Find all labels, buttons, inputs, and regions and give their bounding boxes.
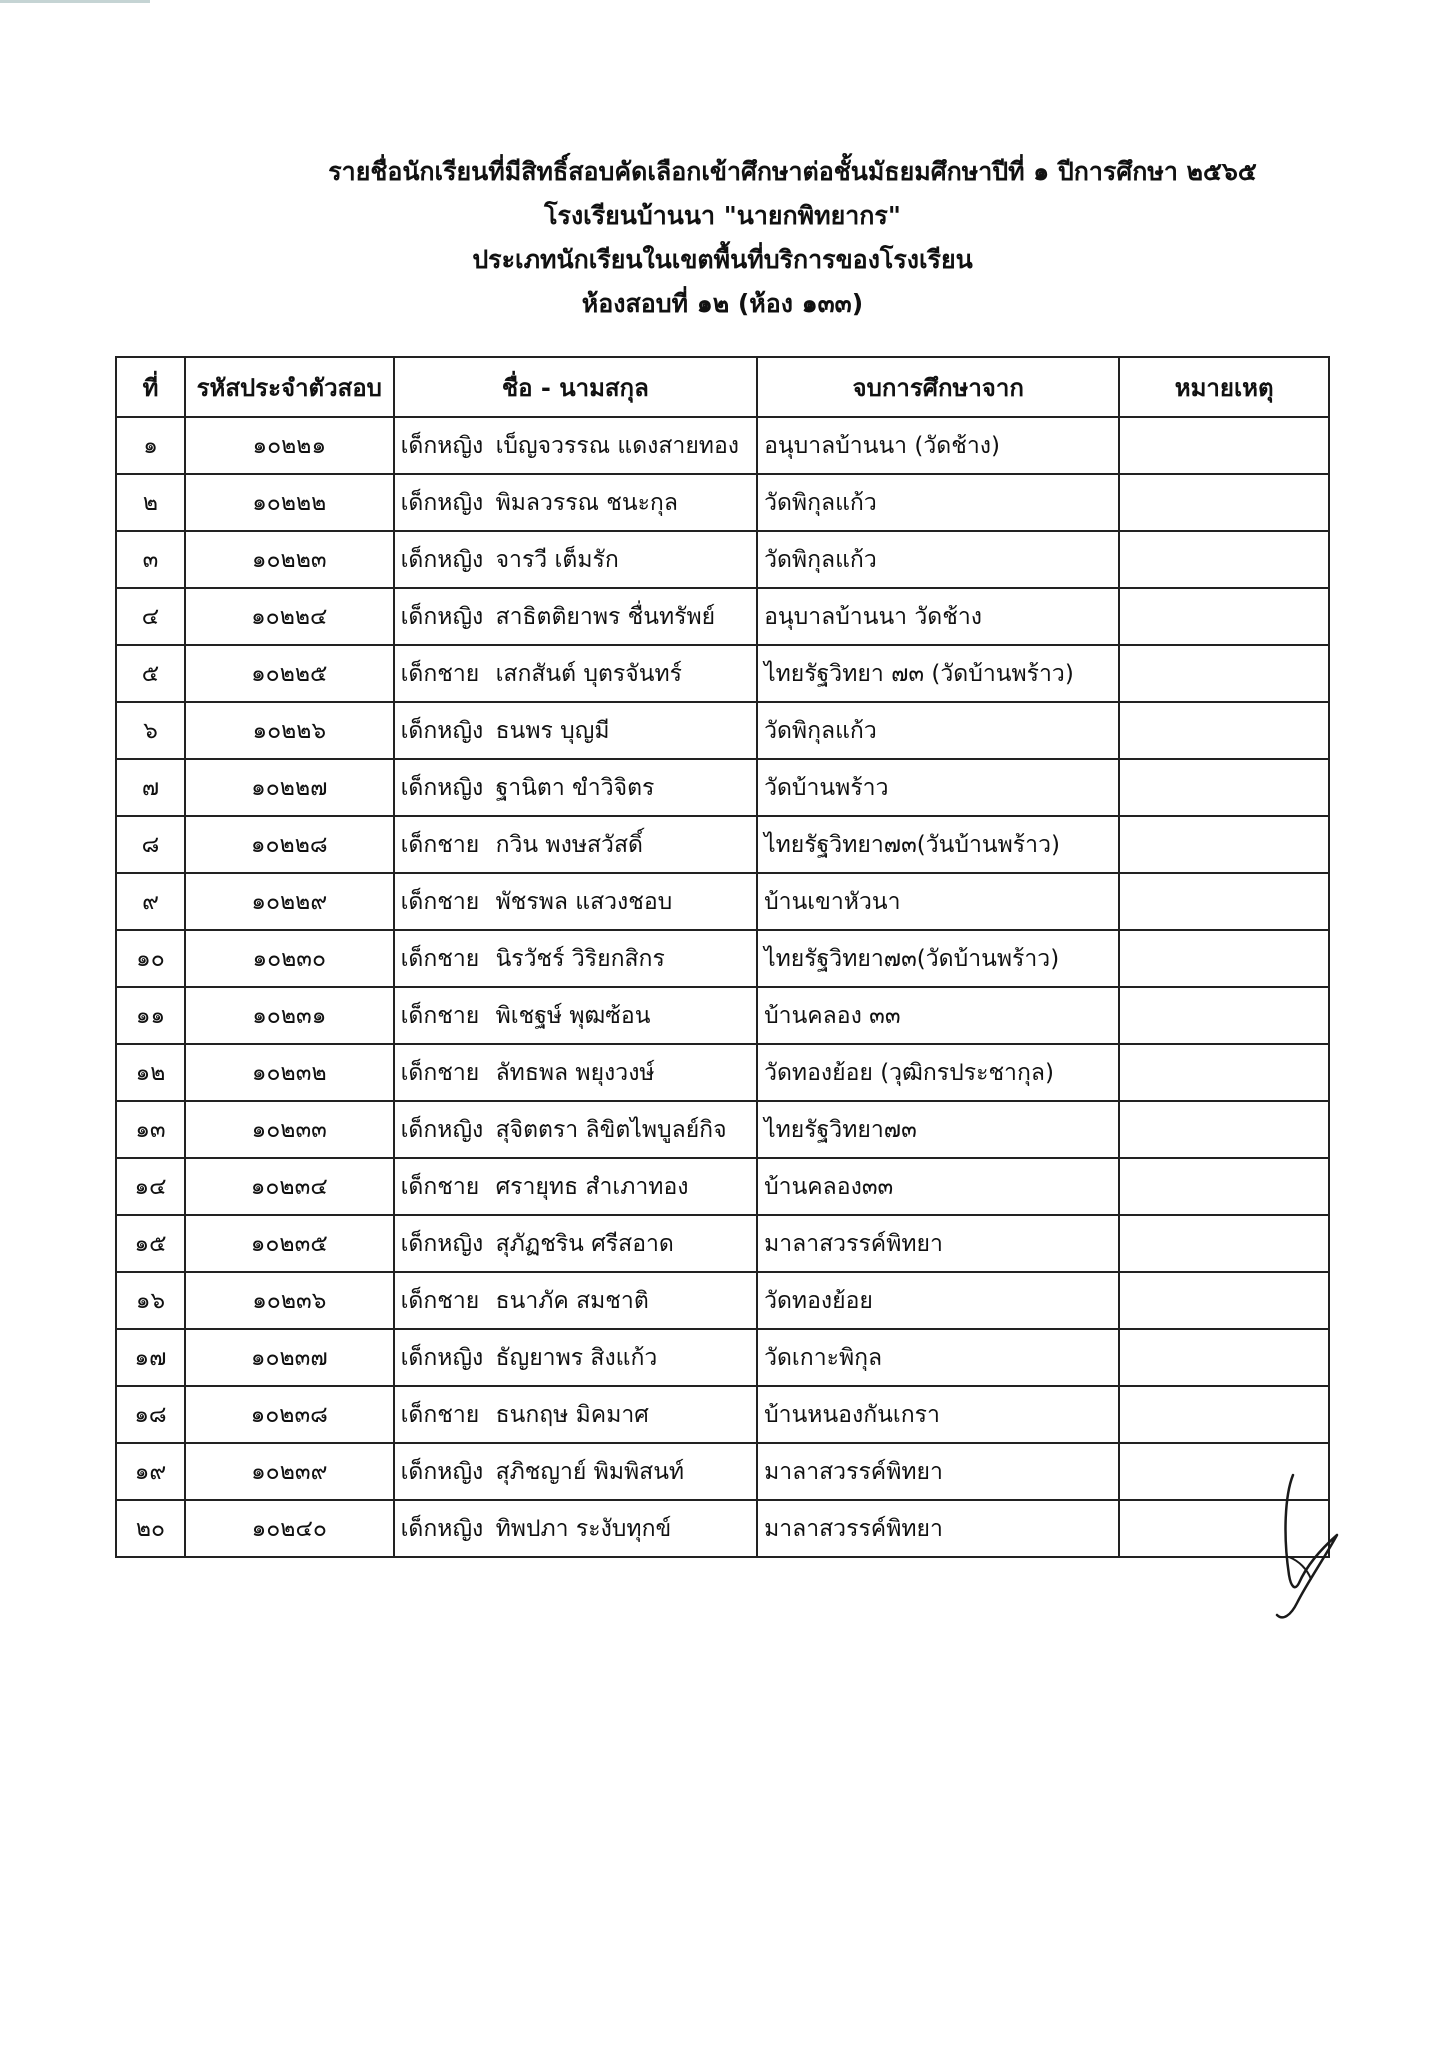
cell-exam-id: ๑๐๒๒๙ — [185, 873, 394, 930]
cell-school: วัดพิกุลแก้ว — [757, 474, 1119, 531]
name-prefix: เด็กชาย — [400, 945, 480, 972]
title-line-3: ประเภทนักเรียนในเขตพื้นที่บริการของโรงเรียน — [472, 245, 973, 274]
cell-no: ๑ — [116, 417, 185, 474]
cell-exam-id: ๑๐๒๓๒ — [185, 1044, 394, 1101]
header-no: ที่ — [116, 357, 185, 417]
cell-name — [394, 1329, 758, 1386]
cell-note — [1119, 816, 1329, 873]
table-row — [116, 1272, 1329, 1329]
table-row — [116, 759, 1329, 816]
cell-exam-id: ๑๐๒๓๐ — [185, 930, 394, 987]
name-prefix: เด็กหญิง — [400, 1458, 484, 1485]
student-name: กวิน พงษสวัสดิ์ — [495, 831, 643, 858]
table-row — [116, 702, 1329, 759]
cell-name — [394, 1101, 758, 1158]
cell-school: วัดพิกุลแก้ว — [757, 702, 1119, 759]
name-prefix: เด็กหญิง — [400, 603, 484, 630]
student-name: ธนกฤษ มิคมาศ — [495, 1401, 649, 1428]
cell-no: ๒๐ — [116, 1500, 185, 1557]
cell-name — [394, 1500, 758, 1557]
cell-note — [1119, 1044, 1329, 1101]
student-name: ศรายุทธ สำเภาทอง — [495, 1173, 689, 1200]
table-row — [116, 1500, 1329, 1557]
name-prefix: เด็กหญิง — [400, 1230, 484, 1257]
cell-name — [394, 1158, 758, 1215]
cell-exam-id: ๑๐๒๓๕ — [185, 1215, 394, 1272]
table-row — [116, 873, 1329, 930]
cell-note — [1119, 873, 1329, 930]
name-prefix: เด็กหญิง — [400, 489, 484, 516]
name-prefix: เด็กชาย — [400, 888, 480, 915]
table-row — [116, 1443, 1329, 1500]
cell-no: ๖ — [116, 702, 185, 759]
cell-exam-id: ๑๐๒๒๘ — [185, 816, 394, 873]
cell-no: ๑๑ — [116, 987, 185, 1044]
document-header — [0, 150, 1445, 326]
cell-note — [1119, 987, 1329, 1044]
name-prefix: เด็กหญิง — [400, 1116, 484, 1143]
cell-note — [1119, 702, 1329, 759]
table-row — [116, 987, 1329, 1044]
cell-note — [1119, 1329, 1329, 1386]
cell-note — [1119, 1272, 1329, 1329]
cell-school: วัดทองย้อย (วุฒิกรประชากุล) — [757, 1044, 1119, 1101]
cell-note — [1119, 1101, 1329, 1158]
cell-note — [1119, 588, 1329, 645]
cell-name — [394, 645, 758, 702]
cell-exam-id: ๑๐๒๒๕ — [185, 645, 394, 702]
student-name: พัชรพล แสวงชอบ — [495, 888, 673, 915]
handwritten-signature — [1255, 1465, 1345, 1625]
cell-school: อนุบาลบ้านนา (วัดช้าง) — [757, 417, 1119, 474]
cell-name — [394, 759, 758, 816]
table-row — [116, 1386, 1329, 1443]
cell-name — [394, 1044, 758, 1101]
cell-school: บ้านคลอง ๓๓ — [757, 987, 1119, 1044]
cell-no: ๑๐ — [116, 930, 185, 987]
cell-no: ๙ — [116, 873, 185, 930]
cell-name — [394, 816, 758, 873]
cell-name — [394, 930, 758, 987]
cell-school: บ้านหนองกันเกรา — [757, 1386, 1119, 1443]
cell-school: มาลาสวรรค์พิทยา — [757, 1443, 1119, 1500]
cell-school: ไทยรัฐวิทยา๗๓(วันบ้านพร้าว) — [757, 816, 1119, 873]
title-line-4: ห้องสอบที่ ๑๒ (ห้อง ๑๓๓) — [581, 289, 864, 318]
cell-school: มาลาสวรรค์พิทยา — [757, 1500, 1119, 1557]
table-body — [116, 417, 1329, 1557]
cell-no: ๑๔ — [116, 1158, 185, 1215]
cell-no: ๑๗ — [116, 1329, 185, 1386]
student-name: สุภัฏชริน ศรีสอาด — [495, 1230, 674, 1257]
cell-name — [394, 1386, 758, 1443]
cell-exam-id: ๑๐๒๒๒ — [185, 474, 394, 531]
student-name: เบ็ญจวรรณ แดงสายทอง — [495, 432, 739, 459]
cell-name — [394, 531, 758, 588]
table-row — [116, 1101, 1329, 1158]
cell-school: มาลาสวรรค์พิทยา — [757, 1215, 1119, 1272]
student-name: ลัทธพล พยุงวงษ์ — [495, 1059, 655, 1086]
cell-school: บ้านคลอง๓๓ — [757, 1158, 1119, 1215]
name-prefix: เด็กหญิง — [400, 1515, 484, 1542]
header-exam-id: รหัสประจำตัวสอบ — [185, 357, 394, 417]
cell-exam-id: ๑๐๒๒๔ — [185, 588, 394, 645]
name-prefix: เด็กหญิง — [400, 432, 484, 459]
student-name: ธัญยาพร สิงแก้ว — [495, 1344, 658, 1371]
cell-exam-id: ๑๐๒๒๑ — [185, 417, 394, 474]
student-name: นิรวัชร์ วิริยกสิกร — [495, 945, 665, 972]
cell-no: ๒ — [116, 474, 185, 531]
cell-exam-id: ๑๐๒๓๗ — [185, 1329, 394, 1386]
name-prefix: เด็กชาย — [400, 1002, 480, 1029]
table-row — [116, 588, 1329, 645]
student-name: สุภิชญาย์ พิมพิสนท์ — [495, 1458, 685, 1485]
cell-exam-id: ๑๐๒๓๔ — [185, 1158, 394, 1215]
student-name: เสกสันต์ บุตรจันทร์ — [495, 660, 682, 687]
cell-no: ๑๒ — [116, 1044, 185, 1101]
cell-no: ๔ — [116, 588, 185, 645]
table-row — [116, 645, 1329, 702]
table-header-row — [116, 357, 1329, 417]
name-prefix: เด็กชาย — [400, 831, 480, 858]
cell-no: ๑๓ — [116, 1101, 185, 1158]
cell-school: วัดเกาะพิกุล — [757, 1329, 1119, 1386]
student-name: จารวี เต็มรัก — [495, 546, 619, 573]
cell-name — [394, 702, 758, 759]
cell-note — [1119, 759, 1329, 816]
cell-school: ไทยรัฐวิทยา ๗๓ (วัดบ้านพร้าว) — [757, 645, 1119, 702]
cell-no: ๑๙ — [116, 1443, 185, 1500]
cell-note — [1119, 1215, 1329, 1272]
student-name: สุจิตตรา ลิขิตไพบูลย์กิจ — [495, 1116, 727, 1143]
table-row — [116, 531, 1329, 588]
cell-exam-id: ๑๐๒๓๘ — [185, 1386, 394, 1443]
name-prefix: เด็กหญิง — [400, 774, 484, 801]
name-prefix: เด็กชาย — [400, 1059, 480, 1086]
cell-note — [1119, 930, 1329, 987]
table-row — [116, 1158, 1329, 1215]
cell-no: ๘ — [116, 816, 185, 873]
student-name: ธนาภัค สมชาติ — [495, 1287, 649, 1314]
cell-school: ไทยรัฐวิทยา๗๓(วัดบ้านพร้าว) — [757, 930, 1119, 987]
cell-no: ๑๖ — [116, 1272, 185, 1329]
scan-edge-mark — [0, 0, 150, 3]
title-line-2: โรงเรียนบ้านนา "นายกพิทยากร" — [544, 201, 901, 230]
cell-note — [1119, 417, 1329, 474]
header-name: ชื่อ - นามสกุล — [394, 357, 758, 417]
name-prefix: เด็กหญิง — [400, 717, 484, 744]
name-prefix: เด็กหญิง — [400, 546, 484, 573]
cell-name — [394, 873, 758, 930]
cell-name — [394, 1215, 758, 1272]
cell-note — [1119, 1158, 1329, 1215]
student-name: ฐานิตา ขำวิจิตร — [495, 774, 655, 801]
header-school: จบการศึกษาจาก — [757, 357, 1119, 417]
header-note: หมายเหตุ — [1119, 357, 1329, 417]
student-name: สาธิตติยาพร ชื่นทรัพย์ — [495, 603, 716, 630]
cell-exam-id: ๑๐๒๓๙ — [185, 1443, 394, 1500]
student-name: ทิพปภา ระงับทุกข์ — [495, 1515, 672, 1542]
cell-name — [394, 987, 758, 1044]
cell-name — [394, 417, 758, 474]
table-row — [116, 1329, 1329, 1386]
cell-note — [1119, 1386, 1329, 1443]
cell-no: ๕ — [116, 645, 185, 702]
cell-school: อนุบาลบ้านนา วัดช้าง — [757, 588, 1119, 645]
cell-exam-id: ๑๐๒๓๓ — [185, 1101, 394, 1158]
cell-no: ๓ — [116, 531, 185, 588]
table-row — [116, 816, 1329, 873]
cell-exam-id: ๑๐๒๒๖ — [185, 702, 394, 759]
cell-school: ไทยรัฐวิทยา๗๓ — [757, 1101, 1119, 1158]
table-row — [116, 417, 1329, 474]
cell-no: ๑๘ — [116, 1386, 185, 1443]
student-name: ธนพร บุญมี — [495, 717, 610, 744]
cell-exam-id: ๑๐๒๔๐ — [185, 1500, 394, 1557]
cell-no: ๗ — [116, 759, 185, 816]
cell-note — [1119, 474, 1329, 531]
name-prefix: เด็กชาย — [400, 1287, 480, 1314]
cell-exam-id: ๑๐๒๓๖ — [185, 1272, 394, 1329]
cell-name — [394, 1272, 758, 1329]
table-row — [116, 930, 1329, 987]
cell-name — [394, 1443, 758, 1500]
cell-exam-id: ๑๐๒๓๑ — [185, 987, 394, 1044]
cell-name — [394, 474, 758, 531]
name-prefix: เด็กหญิง — [400, 1344, 484, 1371]
student-name: พิเชฐษ์ พุฒซ้อน — [495, 1002, 651, 1029]
cell-no: ๑๕ — [116, 1215, 185, 1272]
cell-school: วัดพิกุลแก้ว — [757, 531, 1119, 588]
student-roster-table — [115, 356, 1330, 1558]
table-row — [116, 1215, 1329, 1272]
name-prefix: เด็กชาย — [400, 1401, 480, 1428]
name-prefix: เด็กชาย — [400, 1173, 480, 1200]
cell-school: บ้านเขาหัวนา — [757, 873, 1119, 930]
cell-school: วัดทองย้อย — [757, 1272, 1119, 1329]
cell-note — [1119, 645, 1329, 702]
name-prefix: เด็กชาย — [400, 660, 480, 687]
cell-school: วัดบ้านพร้าว — [757, 759, 1119, 816]
cell-note — [1119, 531, 1329, 588]
student-name: พิมลวรรณ ชนะกุล — [495, 489, 678, 516]
cell-exam-id: ๑๐๒๒๗ — [185, 759, 394, 816]
table-row — [116, 1044, 1329, 1101]
table-row — [116, 474, 1329, 531]
cell-name — [394, 588, 758, 645]
cell-exam-id: ๑๐๒๒๓ — [185, 531, 394, 588]
title-line-1: รายชื่อนักเรียนที่มีสิทธิ์สอบคัดเลือกเข้าศึกษาต่อชั้นมัธยมศึกษาปีที่ ๑ ปีการศึกษา ๒๕๖๕ — [328, 157, 1257, 186]
